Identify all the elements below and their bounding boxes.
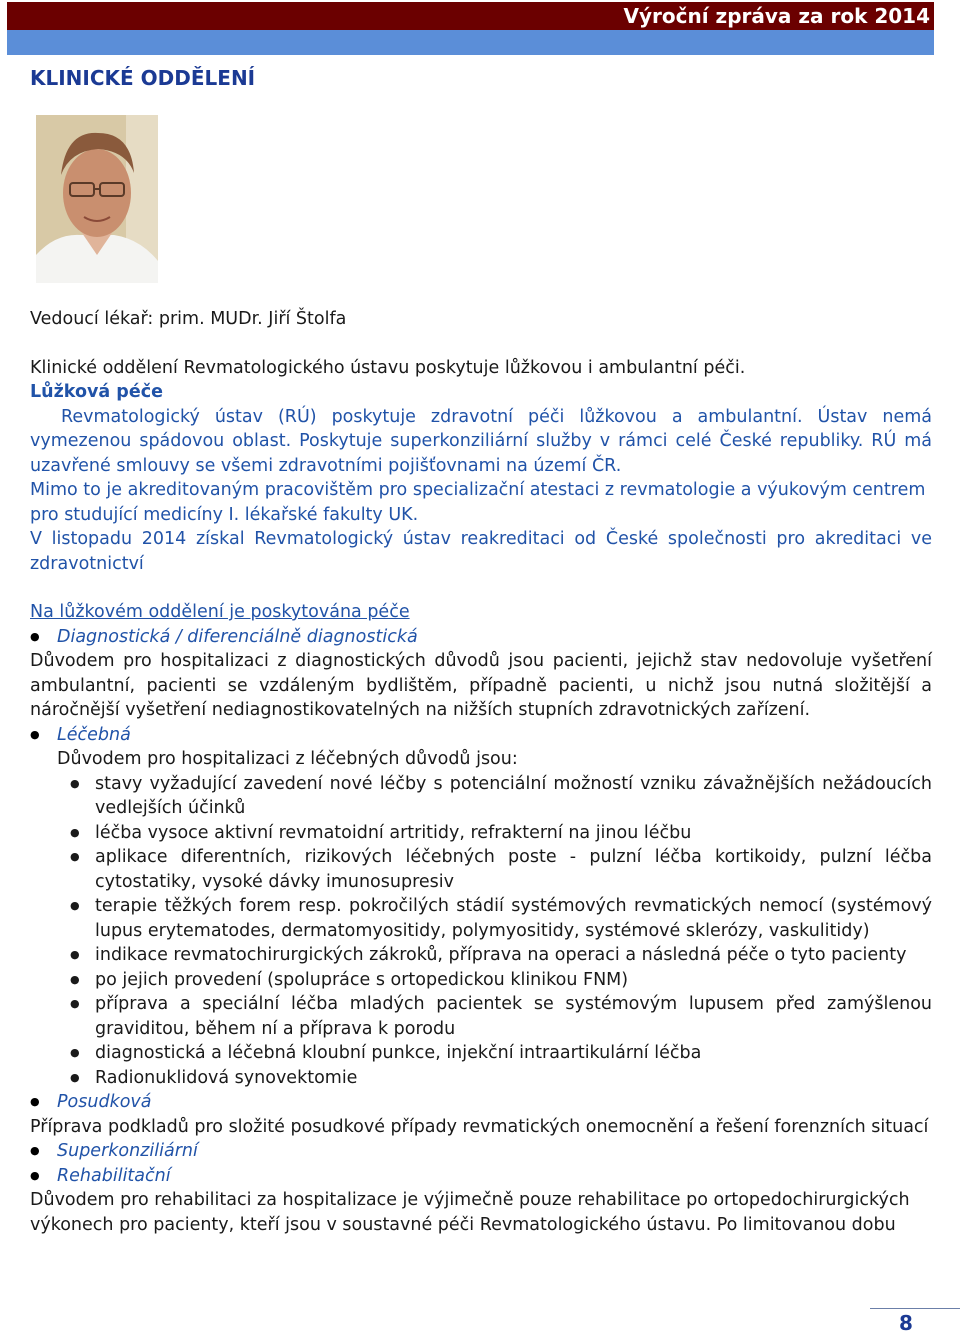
therapy-item <box>30 894 932 943</box>
therapy-item <box>30 1041 932 1066</box>
bullet-icon: ● <box>70 997 80 1010</box>
diagnostic-label: Diagnostická / diferenciálně diagnostická <box>57 626 418 647</box>
therapy-item <box>30 845 932 894</box>
therapy-item <box>30 1066 932 1091</box>
bullet-icon: ● <box>70 1046 80 1059</box>
intro-paragraph: Klinické oddělení Revmatologického ústavu poskytuje lůžkovou i ambulantní péči. <box>30 357 746 378</box>
page-number: 8 <box>899 1311 913 1335</box>
diagnostic-text: Důvodem pro hospitalizaci z diagnostických důvodů jsou pacienti, jejichž stav nedovoluje vyšetření ambulantní, pacienti se vzdáleným bydlištěm, případně pacienti, u nichž jsou nutná složitější a náročnější vyšetření nediagnostikovatelných na nižších stupních zdravotnických zařízení. <box>30 651 932 720</box>
therapy-item-text: indikace revmatochirurgických zákroků, příprava na operaci a následná péče o tyto pacienty <box>95 945 907 965</box>
inpatient-line-2 <box>30 429 932 454</box>
rehab-text: Důvodem pro rehabilitaci za hospitalizace je výjimečně pouze rehabilitace po ortopedochirurgických výkonech pro pacienty, kteří jsou v soustavné péči Revmatologického ústavu. Po limitovanou dobu <box>30 1190 910 1235</box>
therapy-label: Léčebná <box>57 724 131 745</box>
inpatient-line-4: uzavřené smlouvy se všemi zdravotními pojišťovnami na území ČR. <box>30 455 622 476</box>
bullet-icon: ● <box>70 948 80 961</box>
bullet-icon: ● <box>70 850 80 863</box>
bullet-icon: ● <box>30 629 40 643</box>
bullet-icon: ● <box>70 972 80 986</box>
bullet-icon: ● <box>30 1144 40 1157</box>
therapy-item-text: stavy vyžadující zavedení nové léčby s potenciální možností vzniku závažnějších nežádoucích vedlejších účinků <box>95 773 932 818</box>
therapy-item <box>30 992 932 1041</box>
inpatient-paragraph-3: V listopadu 2014 získal Revmatologický ústav reakreditaci od České společnosti pro akreditaci ve zdravotnictví <box>30 529 932 574</box>
therapy-item <box>30 968 932 993</box>
bullet-icon: ● <box>30 1168 40 1182</box>
list-item-expert <box>30 1090 932 1115</box>
document-body <box>30 307 932 1237</box>
list-item-superconsult <box>30 1139 932 1164</box>
therapy-item-text: Radionuklidová synovektomie <box>95 1067 358 1088</box>
inpatient-line-2-text: vymezenou spádovou oblast. Poskytuje superkonziliární služby v rámci celé České republiky. <box>30 431 864 451</box>
therapy-item <box>30 943 932 968</box>
therapy-item <box>30 772 932 821</box>
inpatient-paragraph-2: Mimo to je akreditovaným pracovištěm pro specializační atestaci z revmatologie a výukovým centrem pro studující medicíny I. lékařské fakulty UK. <box>30 480 926 525</box>
inpatient-heading: Lůžková péče <box>30 382 163 402</box>
list-item-rehab <box>30 1164 932 1189</box>
ward-heading: Na lůžkovém oddělení je poskytována péče <box>30 602 410 622</box>
head-doctor-photo <box>36 115 158 283</box>
therapy-item <box>30 821 932 846</box>
bullet-icon: ● <box>70 776 80 790</box>
therapy-item-text: aplikace diferentních, rizikových léčebných poste - pulzní léčba kortikoidy, pulzní léčba cytostatiky, vysoké dávky imunosupresiv <box>95 847 932 892</box>
inpatient-line-2-end: RÚ má <box>863 431 933 451</box>
head-doctor-line: Vedoucí lékař: prim. MUDr. Jiří Štolfa <box>30 309 347 329</box>
therapy-intro: Důvodem pro hospitalizaci z léčebných důvodů jsou: <box>57 749 518 769</box>
bullet-icon: ● <box>70 825 80 839</box>
footer-rule <box>870 1308 960 1309</box>
bullet-icon: ● <box>70 1070 80 1084</box>
list-item-diagnostic <box>30 625 932 650</box>
therapy-item-text: léčba vysoce aktivní revmatoidní artritidy, refrakterní na jinou léčbu <box>95 822 692 843</box>
therapy-item-text: po jejich provedení (spolupráce s ortopedickou klinikou FNM) <box>95 969 629 990</box>
header-band <box>7 30 934 55</box>
expert-label: Posudková <box>57 1092 152 1112</box>
superconsult-label: Superkonziliární <box>57 1141 198 1161</box>
report-title: Výroční zpráva za rok 2014 <box>623 4 930 28</box>
bullet-icon: ● <box>70 899 80 912</box>
therapy-item-text: terapie těžkých forem resp. pokročilých stádií systémových revmatických nemocí (systémový lupus erytematodes, dermatomyositidy, polymyositidy, systémové sklerózy, vaskulitidy) <box>95 896 932 941</box>
list-item-therapy <box>30 723 932 748</box>
header-bar <box>7 2 934 30</box>
rehab-label: Rehabilitační <box>57 1165 171 1186</box>
expert-text: Příprava podkladů pro složité posudkové případy revmatických onemocnění a řešení forenzních situací <box>30 1116 929 1137</box>
therapy-item-text: příprava a speciální léčba mladých pacientek se systémovým lupusem před zamýšlenou graviditou, během ní a příprava k porodu <box>95 994 932 1039</box>
bullet-icon: ● <box>30 1095 40 1108</box>
section-title: KLINICKÉ ODDĚLENÍ <box>30 66 256 90</box>
therapy-item-text: diagnostická a léčebná kloubní punkce, injekční intraartikulární léčba <box>95 1043 702 1063</box>
inpatient-line-1: Revmatologický ústav (RÚ) poskytuje zdravotní péči lůžkovou a ambulantní. Ústav nemá <box>61 406 932 427</box>
bullet-icon: ● <box>30 727 40 741</box>
